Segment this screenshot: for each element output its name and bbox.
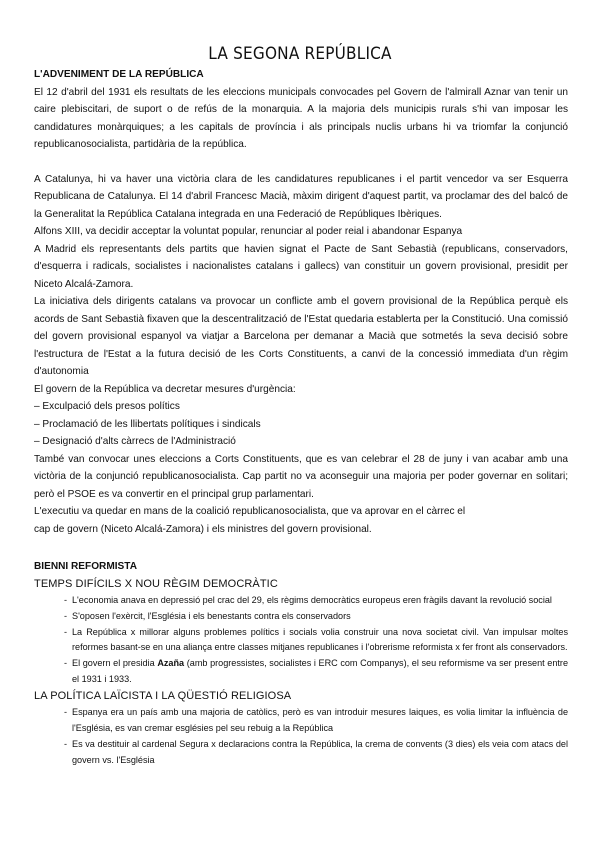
list-item: – Designació d'alts càrrecs de l'Administració (34, 436, 236, 447)
paragraph: A Madrid els representants dels partits que havien signat el Pacte de Sant Sebastià (republicans, conservadors, d'esquerra i radicals, socialistes i nacionalistes catalans i gallecs) van constituir un govern provisional, presidit per Niceto Alcalá-Zamora. (34, 243, 568, 290)
list-item: - Es va destituir al cardenal Segura x declaracions contra la República, la crema de convents (3 dies) els veia com atacs del govern vs. l'Església (34, 737, 568, 769)
section-heading: L'ADVENIMENT DE LA REPÚBLICA (34, 69, 204, 80)
paragraph: L'executiu va quedar en mans de la coalició republicanosocialista, que va aprovar en el càrrec el (34, 506, 466, 517)
page-title: LA SEGONA REPÚBLICA (208, 44, 392, 64)
paragraph: La iniciativa dels dirigents catalans va provocar un conflicte amb el govern provisional de la República perquè els acords de Sant Sebastià fixaven que la descentralització de l'Estat quedaria establerta per la Constitució. Una comissió del govern provisional espanyol va viatjar a Barcelona per demanar a Macià que sotmetés la seva decisió sobre l'estructura de l'Estat a la futura decisió de les Corts Constituents, a canvi de la concessió immediata d'un règim d'autonomia (34, 296, 568, 377)
list-item: – Exculpació dels presos polítics (34, 401, 180, 412)
subsection-heading: TEMPS DIFÍCILS X NOU RÈGIM DEMOCRÀTIC (34, 577, 278, 590)
list-item: - S'oposen l'exèrcit, l'Església i els benestants contra els conservadors (34, 609, 568, 625)
paragraph: El 12 d'abril del 1931 els resultats de les eleccions municipals convocades pel Govern de l'almirall Aznar van tenir un caire plebiscitari, de suport o de refús de la monarquia. A la majoria dels municipis rurals s'hi van imposar les candidatures monàrquiques; a les capitals de província i als principals nuclis urbans hi va triomfar la conjunció republicanosocialista, partidària de la república. (34, 86, 568, 150)
list-item: - Espanya era un país amb una majoria de catòlics, però es van introduir mesures laiques, es volia limitar la influència de l'Església, es van cremar esglésies pel seu rebuig a la República (34, 705, 568, 737)
text-run-bold: Azaña (157, 658, 185, 669)
paragraph: Alfons XIII, va decidir acceptar la voluntat popular, renunciar al poder reial i abandonar Espanya (34, 226, 463, 237)
list-item: - L'economia anava en depressió pel crac del 29, els règims democràtics europeus eren fràgils davant la revolució social (34, 593, 568, 609)
paragraph: El govern de la República va decretar mesures d'urgència: (34, 383, 296, 395)
text-run: El govern el presidia (72, 658, 158, 669)
list-item: – Proclamació de les llibertats polítiques i sindicals (34, 418, 261, 430)
subsection-heading: LA POLÍTICA LAÏCISTA I LA QÜESTIÓ RELIGIOSA (34, 689, 292, 702)
paragraph: A Catalunya, hi va haver una victòria clara de les candidatures republicanes i el partit vencedor va ser Esquerra Republicana de Catalunya. El 14 d'abril Francesc Macià, màxim dirigent d'aquest partit, va proclamar des del balcó de la Generalitat la República Catalana integrada en una Federació de Repúbliques Ibèriques. (34, 173, 568, 220)
list-item: - La República x millorar alguns problemes polítics i socials volia construir una nova societat civil. Van impulsar moltes reformes basant-se en una aliança entre classes mitjanes republicanes i l'obrerisme reformista x fer front als conservadors. (34, 625, 568, 657)
bullet-list (34, 705, 568, 768)
paragraph: cap de govern (Niceto Alcalá-Zamora) i els ministres del govern provisional. (34, 523, 372, 535)
paragraph: També van convocar unes eleccions a Corts Constituents, que es van celebrar el 28 de juny i van acabar amb una victòria de la conjunció republicanosocialista. Cap partit no va aconseguir una majoria per poder governar en solitari; però el PSOE es va convertir en el principal grup parlamentari. (34, 453, 568, 500)
section-advent (34, 66, 568, 538)
section-heading: BIENNI REFORMISTA (34, 561, 137, 572)
text-run: (amb progressistes, socialistes i ERC com Companys), el seu reformisme va ser present entre el 1931 i 1933. (72, 658, 569, 684)
section-bienni (34, 558, 568, 768)
bullet-list (34, 593, 568, 688)
list-item (34, 656, 568, 688)
